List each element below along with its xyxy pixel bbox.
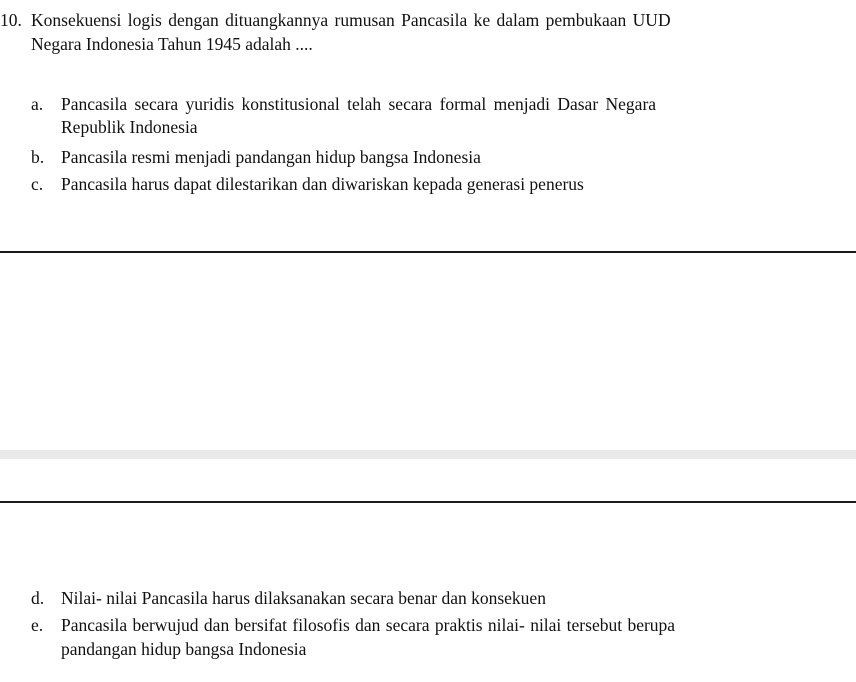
option-text-line-1: Pancasila secara yuridis konstitusional telah secara formal menjadi Dasar Negara (61, 94, 657, 114)
option-text-line-1: Pancasila resmi menjadi pandangan hidup bangsa Indonesia (61, 147, 481, 167)
page-divider-top (0, 251, 856, 253)
option-text-line-2: pandangan hidup bangsa Indonesia (61, 639, 307, 659)
option-letter: d. (31, 588, 45, 608)
option-letter: c. (31, 174, 44, 194)
option-text-line-1: Pancasila harus dapat dilestarikan dan diwariskan kepada generasi penerus (61, 174, 584, 194)
question-text-line-2: Negara Indonesia Tahun 1945 adalah .... (31, 34, 313, 54)
option-letter: a. (31, 94, 44, 114)
page-divider-bottom (0, 501, 856, 503)
option-letter: b. (31, 147, 45, 167)
option-text-line-1: Nilai- nilai Pancasila harus dilaksanakan secara benar dan konsekuen (61, 588, 546, 608)
option-text-line-2: Republik Indonesia (61, 117, 198, 137)
question-text-line-1: Konsekuensi logis dengan dituangkannya rumusan Pancasila ke dalam pembukaan UUD (31, 10, 671, 30)
question-number: 10. (0, 10, 22, 30)
page-gap (0, 450, 856, 459)
option-text-line-1: Pancasila berwujud dan bersifat filosofis dan secara praktis nilai- nilai tersebut berupa (61, 615, 676, 635)
option-letter: e. (31, 615, 44, 635)
